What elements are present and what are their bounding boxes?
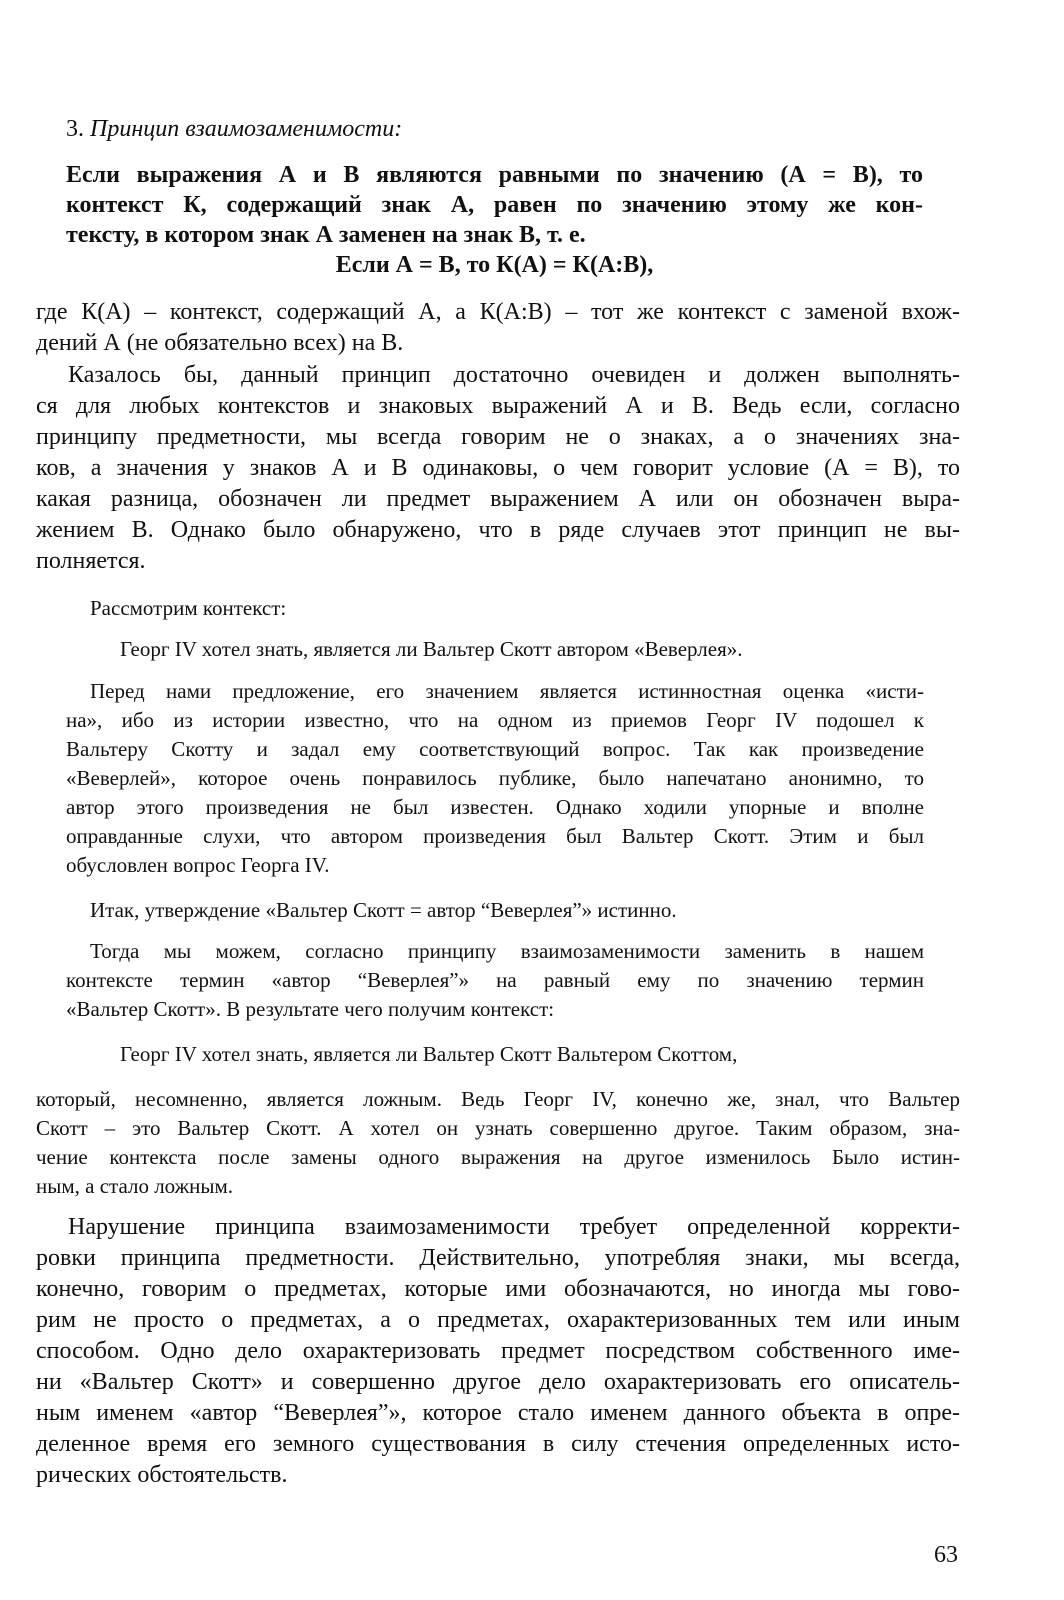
example-context-2: Георг IV хотел знать, является ли Вальтер Скотт Вальтером Скоттом, xyxy=(120,1042,738,1066)
text-line: «Веверлей», которое очень понравилось публике, было напечатано анонимно, то xyxy=(66,766,924,790)
text-line: какая разница, обозначен ли предмет выражением А или он обозначен выра- xyxy=(36,486,960,512)
paragraph-correction xyxy=(36,1212,960,1491)
text-line: полняется. xyxy=(36,548,146,574)
text-line: жением В. Однако было обнаружено, что в ряде случаев этот принцип не вы- xyxy=(36,517,960,543)
text-line: Вальтеру Скотту и задал ему соответствующий вопрос. Так как произведение xyxy=(66,737,924,761)
text-line: где К(А) – контекст, содержащий А, а К(А:В) – тот же контекст с заменой вхож- xyxy=(36,299,960,325)
text-line: чение контекста после замены одного выражения на другое изменилось Было истин- xyxy=(36,1145,960,1169)
text-line: конечно, говорим о предметах, которые ими обозначаются, но иногда мы гово- xyxy=(36,1276,960,1302)
paragraph-definition xyxy=(36,297,960,359)
paragraph-conclusion xyxy=(36,1085,960,1201)
text-line: дений А (не обязательно всех) на В. xyxy=(36,330,404,356)
text-line: ков, а значения у знаков А и В одинаковы, о чем говорит условие (А = В), то xyxy=(36,455,960,481)
page-number: 63 xyxy=(934,1542,958,1568)
paragraph-discussion xyxy=(36,360,960,577)
text-line: принципу предметности, мы всегда говорим не о знаках, а о значениях зна- xyxy=(36,424,960,450)
section-title: Принцип взаимозаменимости: xyxy=(90,116,403,142)
text-line: рических обстоятельств. xyxy=(36,1462,288,1488)
paragraph-substitution xyxy=(66,937,924,1024)
principle-line: контекст К, содержащий знак А, равен по значению этому же кон- xyxy=(66,192,923,218)
section-heading xyxy=(66,114,666,145)
text-line: Нарушение принципа взаимозаменимости требует определенной корректи- xyxy=(68,1214,960,1240)
statement-line: Итак, утверждение «Вальтер Скотт = автор “Веверлея”» истинно. xyxy=(90,898,677,922)
text-line: «Вальтер Скотт». В результате чего получим контекст: xyxy=(66,997,555,1021)
text-line: способом. Одно дело охарактеризовать предмет посредством собственного име- xyxy=(36,1338,960,1364)
consider-line: Рассмотрим контекст: xyxy=(90,596,287,620)
text-line: оправданные слухи, что автором произведения был Вальтер Скотт. Этим и был xyxy=(66,824,924,848)
text-line: который, несомненно, является ложным. Ведь Георг IV, конечно же, знал, что Вальтер xyxy=(36,1087,960,1111)
principle-line: Если выражения А и В являются равными по значению (А = В), то xyxy=(66,162,923,188)
text-line: ся для любых контекстов и знаковых выражений А и В. Ведь если, согласно xyxy=(36,393,960,419)
text-line: рим не просто о предметах, а о предметах, охарактеризованных тем или иным xyxy=(36,1307,960,1333)
text-line: ровки принципа предметности. Действительно, употребляя знаки, мы всегда, xyxy=(36,1245,960,1271)
principle-formula: Если А = В, то К(А) = К(А:В), xyxy=(335,252,654,278)
text-line: Казалось бы, данный принцип достаточно очевиден и должен выполнять- xyxy=(68,362,960,388)
section-number: 3. xyxy=(66,116,84,142)
text-line: автор этого произведения не был известен. Однако ходили упорные и вполне xyxy=(66,795,924,819)
text-line: Тогда мы можем, согласно принципу взаимозаменимости заменить в нашем xyxy=(90,939,924,963)
text-line: ни «Вальтер Скотт» и совершенно другое дело охарактеризовать его описатель- xyxy=(36,1369,960,1395)
principle-statement xyxy=(66,160,923,280)
text-line: ным, а стало ложным. xyxy=(36,1174,234,1198)
example-context-1: Георг IV хотел знать, является ли Вальтер Скотт автором «Веверлея». xyxy=(120,637,743,661)
principle-line: тексту, в котором знак А заменен на знак В, т. е. xyxy=(66,222,586,248)
text-line: Перед нами предложение, его значением является истинностная оценка «исти- xyxy=(90,679,924,703)
paragraph-history xyxy=(66,677,924,880)
text-line: на», ибо из истории известно, что на одном из приемов Георг IV подошел к xyxy=(66,708,924,732)
text-line: контексте термин «автор “Веверлея”» на равный ему по значению термин xyxy=(66,968,924,992)
text-line: Скотт – это Вальтер Скотт. А хотел он узнать совершенно другое. Таким образом, зна- xyxy=(36,1116,960,1140)
text-line: обусловлен вопрос Георга IV. xyxy=(66,853,330,877)
text-line: ным именем «автор “Веверлея”», которое стало именем данного объекта в опре- xyxy=(36,1400,960,1426)
text-line: деленное время его земного существования в силу стечения определенных исто- xyxy=(36,1431,960,1457)
